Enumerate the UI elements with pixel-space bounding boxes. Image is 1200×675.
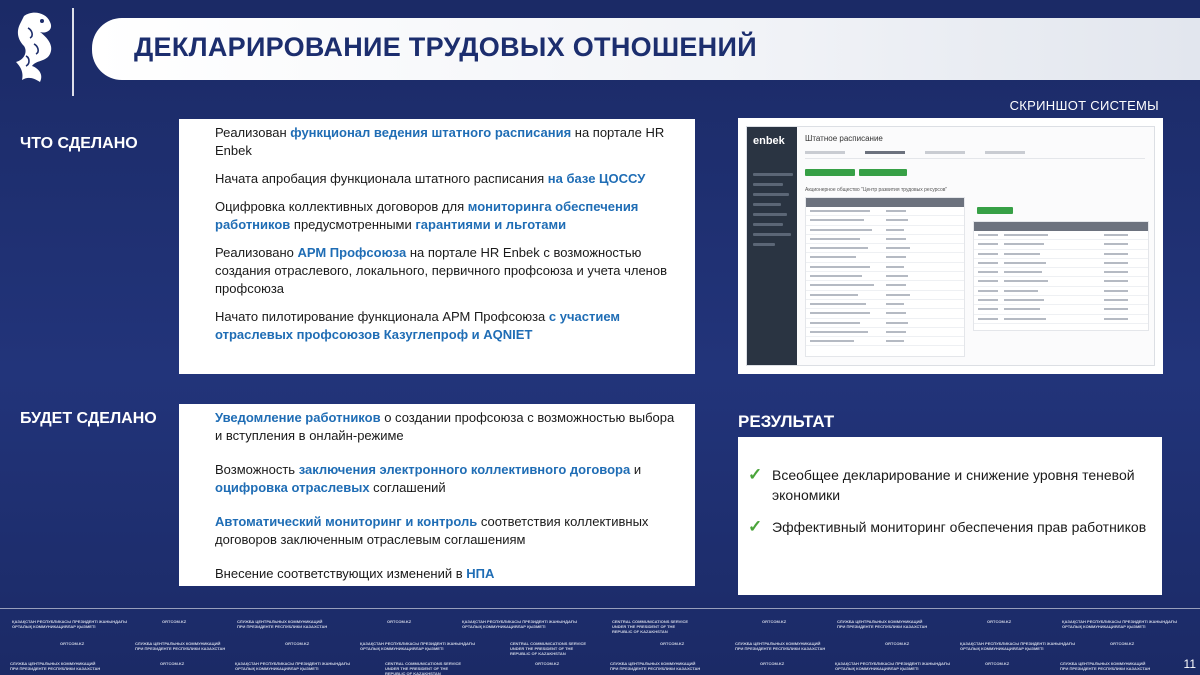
watermark-text: СЛУЖБА ЦЕНТРАЛЬНЫХ КОММУНИКАЦИЙ ПРИ ПРЕЗИДЕНТЕ РЕСПУБЛИКИ КАЗАХСТАН: [1060, 661, 1151, 671]
watermark-text: ORTCOM.KZ: [660, 641, 685, 646]
watermark-text: СЛУЖБА ЦЕНТРАЛЬНЫХ КОММУНИКАЦИЙ ПРИ ПРЕЗИДЕНТЕ РЕСПУБЛИКИ КАЗАХСТАН: [237, 619, 328, 629]
done-item: Оцифровка коллективных договоров для мониторинга обеспечения работников предусмотренными гарантиями и льготами: [215, 199, 639, 232]
watermark-text: ORTCOM.KZ: [387, 619, 412, 624]
watermark-text: ORTCOM.KZ: [162, 619, 187, 624]
logo-divider: [72, 8, 74, 96]
watermark-text: ORTCOM.KZ: [60, 641, 85, 646]
watermark-text: ORTCOM.KZ: [1110, 641, 1135, 646]
screenshot-header: Штатное расписание: [805, 134, 883, 143]
result-text: Всеобщее декларирование и снижение уровня теневой экономики: [772, 467, 1135, 503]
screenshot-sidebar: [747, 127, 797, 366]
watermark-text: ҚАЗАҚСТАН РЕСПУБЛИКАСЫ ПРЕЗИДЕНТІ ЖАНЫНДАҒЫ ОРТАЛЫҚ КОММУНИКАЦИЯЛАР ҚЫЗМЕТІ: [235, 661, 351, 671]
result-item: [748, 517, 1152, 537]
result-text: Эффективный мониторинг обеспечения прав работников: [772, 519, 1147, 535]
watermark-text: ҚАЗАҚСТАН РЕСПУБЛИКАСЫ ПРЕЗИДЕНТІ ЖАНЫНДАҒЫ ОРТАЛЫҚ КОММУНИКАЦИЯЛАР ҚЫЗМЕТІ: [12, 619, 128, 629]
screenshot-left-table: [805, 197, 965, 357]
watermark-text: CENTRAL COMMUNICATIONS SERVICE UNDER THE PRESIDENT OF THE REPUBLIC OF KAZAKHSTAN: [385, 661, 462, 675]
watermark-text: ORTCOM.KZ: [285, 641, 310, 646]
watermark-text: СЛУЖБА ЦЕНТРАЛЬНЫХ КОММУНИКАЦИЙ ПРИ ПРЕЗИДЕНТЕ РЕСПУБЛИКИ КАЗАХСТАН: [837, 619, 928, 629]
watermark-text: ORTCOM.KZ: [885, 641, 910, 646]
watermark-text: СЛУЖБА ЦЕНТРАЛЬНЫХ КОММУНИКАЦИЙ ПРИ ПРЕЗИДЕНТЕ РЕСПУБЛИКИ КАЗАХСТАН: [735, 641, 826, 651]
screenshot-subtitle: Акционерное общество "Центр развития трудовых ресурсов": [805, 187, 948, 193]
screenshot-tabs: [805, 151, 1145, 159]
screenshot-button: [977, 207, 1013, 214]
result-item: [748, 465, 1152, 505]
watermark-text: СЛУЖБА ЦЕНТРАЛЬНЫХ КОММУНИКАЦИЙ ПРИ ПРЕЗИДЕНТЕ РЕСПУБЛИКИ КАЗАХСТАН: [135, 641, 226, 651]
watermark-text: СЛУЖБА ЦЕНТРАЛЬНЫХ КОММУНИКАЦИЙ ПРИ ПРЕЗИДЕНТЕ РЕСПУБЛИКИ КАЗАХСТАН: [610, 661, 701, 671]
page-number: 11: [1183, 657, 1196, 671]
todo-item: Возможность заключения электронного коллективного договора и оцифровка отраслевых соглашений: [215, 462, 642, 495]
checkmark-icon: ✓: [748, 465, 763, 484]
watermark-text: ҚАЗАҚСТАН РЕСПУБЛИКАСЫ ПРЕЗИДЕНТІ ЖАНЫНДАҒЫ ОРТАЛЫҚ КОММУНИКАЦИЯЛАР ҚЫЗМЕТІ: [360, 641, 476, 651]
footer-watermark: [0, 608, 1200, 675]
watermark-text: ҚАЗАҚСТАН РЕСПУБЛИКАСЫ ПРЕЗИДЕНТІ ЖАНЫНДАҒЫ ОРТАЛЫҚ КОММУНИКАЦИЯЛАР ҚЫЗМЕТІ: [462, 619, 578, 629]
watermark-text: ҚАЗАҚСТАН РЕСПУБЛИКАСЫ ПРЕЗИДЕНТІ ЖАНЫНДАҒЫ ОРТАЛЫҚ КОММУНИКАЦИЯЛАР ҚЫЗМЕТІ: [835, 661, 951, 671]
watermark-text: ORTCOM.KZ: [762, 619, 787, 624]
todo-item: Внесение соответствующих изменений в НПА: [215, 566, 495, 581]
title-bar: [92, 18, 1200, 80]
watermark-text: СЛУЖБА ЦЕНТРАЛЬНЫХ КОММУНИКАЦИЙ ПРИ ПРЕЗИДЕНТЕ РЕСПУБЛИКИ КАЗАХСТАН: [10, 661, 101, 671]
todo-label: БУДЕТ СДЕЛАНО: [20, 410, 157, 427]
screenshot-main: [797, 127, 1155, 366]
watermark-text: ҚАЗАҚСТАН РЕСПУБЛИКАСЫ ПРЕЗИДЕНТІ ЖАНЫНДАҒЫ ОРТАЛЫҚ КОММУНИКАЦИЯЛАР ҚЫЗМЕТІ: [1062, 619, 1178, 629]
done-item: Начата апробация функционала штатного расписания на базе ЦОССУ: [215, 171, 646, 186]
emblem-logo: [0, 0, 74, 96]
todo-item: Автоматический мониторинг и контроль соответствия коллективных договоров заключенным отраслевым соглашениям: [215, 514, 649, 547]
done-item: Реализовано АРМ Профсоюза на портале HR Enbek с возможностью создания отраслевого, локального, первичного профсоюза и учета членов профсоюза: [215, 245, 667, 296]
screenshot-right-table: [973, 221, 1149, 331]
enbek-logo: enbek: [753, 135, 785, 147]
todo-panel: [179, 404, 695, 586]
system-screenshot: [738, 118, 1163, 374]
watermark-text: ORTCOM.KZ: [535, 661, 560, 666]
screenshot-label: СКРИНШОТ СИСТЕМЫ: [1009, 98, 1159, 113]
screenshot-button: [859, 169, 907, 176]
watermark-text: ORTCOM.KZ: [760, 661, 785, 666]
checkmark-icon: ✓: [748, 517, 763, 536]
result-panel: [738, 437, 1162, 595]
result-label: РЕЗУЛЬТАТ: [738, 412, 835, 431]
page-title: ДЕКЛАРИРОВАНИЕ ТРУДОВЫХ ОТНОШЕНИЙ: [134, 32, 757, 62]
done-item: Реализован функционал ведения штатного расписания на портале HR Enbek: [215, 125, 665, 158]
screenshot-frame: [746, 126, 1155, 366]
watermark-text: ORTCOM.KZ: [985, 661, 1010, 666]
done-panel: [179, 119, 695, 374]
screenshot-button: [805, 169, 855, 176]
watermark-text: ҚАЗАҚСТАН РЕСПУБЛИКАСЫ ПРЕЗИДЕНТІ ЖАНЫНДАҒЫ ОРТАЛЫҚ КОММУНИКАЦИЯЛАР ҚЫЗМЕТІ: [960, 641, 1076, 651]
todo-item: Уведомление работников о создании профсоюза с возможностью выбора и вступления в онлайн-режиме: [215, 410, 675, 443]
watermark-text: CENTRAL COMMUNICATIONS SERVICE UNDER THE PRESIDENT OF THE REPUBLIC OF KAZAKHSTAN: [612, 619, 689, 634]
done-item: Начато пилотирование функционала АРМ Профсоюза с участием отраслевых профсоюзов Казуглепроф и AQNIET: [215, 309, 621, 342]
watermark-text: ORTCOM.KZ: [160, 661, 185, 666]
done-label: ЧТО СДЕЛАНО: [20, 135, 138, 152]
watermark-text: CENTRAL COMMUNICATIONS SERVICE UNDER THE PRESIDENT OF THE REPUBLIC OF KAZAKHSTAN: [510, 641, 587, 656]
snow-leopard-icon: [10, 8, 62, 88]
watermark-text: ORTCOM.KZ: [987, 619, 1012, 624]
